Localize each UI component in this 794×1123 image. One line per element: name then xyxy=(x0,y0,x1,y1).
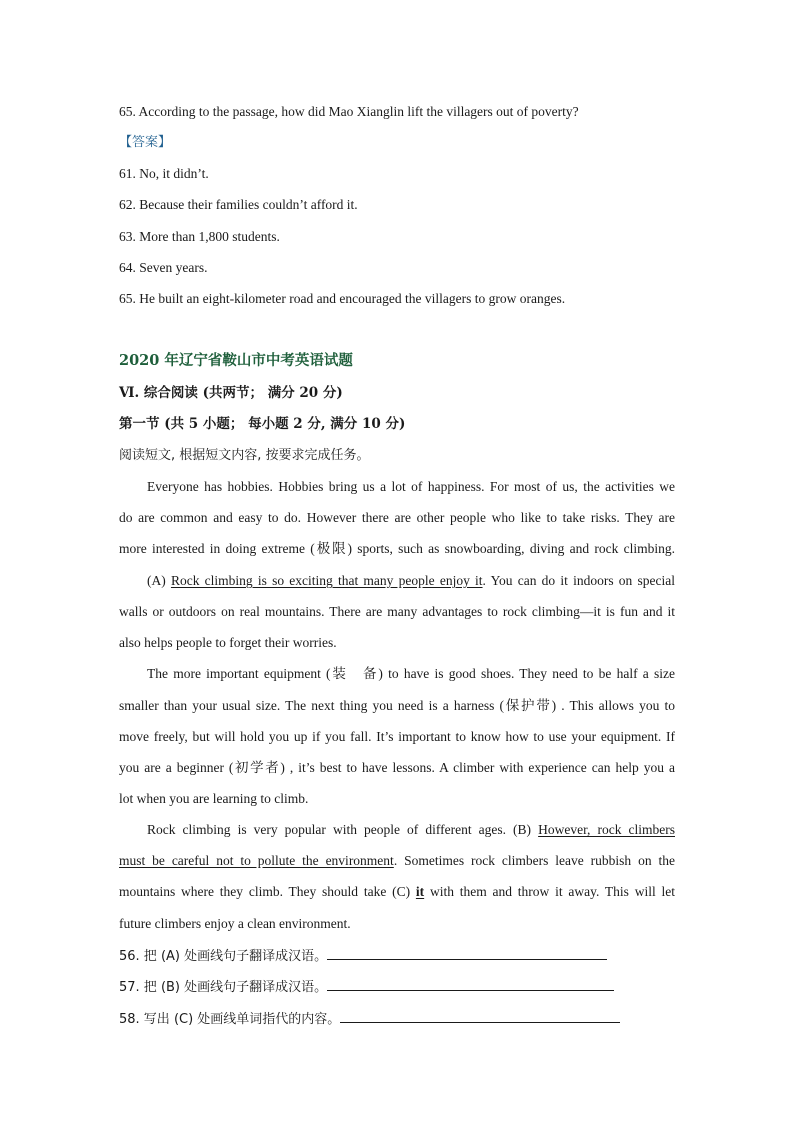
passage-p3-line5: lot when you are learning to climb. xyxy=(119,791,309,806)
underlined-sentence-b-part1: However, rock climbers xyxy=(538,822,675,837)
passage-p2-line1 xyxy=(147,573,675,589)
answer-blank-56[interactable] xyxy=(327,947,607,960)
passage-p3-line2: smaller than your usual size. The next thing you need is a harness (保护带) . This allows you to xyxy=(119,698,675,713)
passage-p1-line1: Everyone has hobbies. Hobbies bring us a lot of happiness. For most of us, the activities we xyxy=(147,479,675,494)
answer-label: 【答案】 xyxy=(119,135,172,150)
passage-p2-line3: also helps people to forget their worries. xyxy=(119,635,337,650)
passage-p2-line2: walls or outdoors on real mountains. There are many advantages to rock climbing—it is fun and it xyxy=(119,604,675,619)
passage-p2-rest: . You can do it indoors on special xyxy=(482,573,675,588)
marker-a: (A) xyxy=(147,573,171,588)
passage-p4-line4: future climbers enjoy a clean environment. xyxy=(119,916,351,931)
answer-63: 63. More than 1,800 students. xyxy=(119,229,280,244)
passage-p3-line3: move freely, but will hold you up if you fall. It’s important to know how to use your equipment. If xyxy=(119,729,675,744)
underlined-sentence-a: Rock climbing is so exciting that many people enjoy it xyxy=(170,573,483,588)
answer-61: 61. No, it didn’t. xyxy=(119,166,209,181)
answer-blank-57[interactable] xyxy=(327,978,614,991)
answer-65: 65. He built an eight-kilometer road and encouraged the villagers to grow oranges. xyxy=(119,291,566,306)
underlined-word-c: it xyxy=(415,884,425,899)
task-56-text: 56. 把 (A) 处画线句子翻译成汉语。 xyxy=(119,949,328,964)
instruction: 阅读短文, 根据短文内容, 按要求完成任务。 xyxy=(119,448,370,463)
passage-p4-line3-start: mountains where they climb. They should take (C) xyxy=(119,884,416,899)
passage-p1-line2: do are common and easy to do. However there are other people who like to take risks. They are xyxy=(119,510,675,525)
passage-p4-start: Rock climbing is very popular with people of different ages. (B) xyxy=(147,822,539,837)
passage-p3-line1: The more important equipment (装 备) to have is good shoes. They need to be half a size xyxy=(147,666,675,681)
answer-64: 64. Seven years. xyxy=(119,260,208,275)
subsection-heading: 第一节 (共 5 小题； 每小题 2 分, 满分 10 分) xyxy=(119,416,406,432)
passage-p4-line2 xyxy=(119,853,675,869)
task-56 xyxy=(119,947,675,965)
section-heading: Ⅵ. 综合阅读 (共两节； 满分 20 分) xyxy=(119,385,343,401)
task-58-text: 58. 写出 (C) 处画线单词指代的内容。 xyxy=(119,1012,341,1027)
exam-title: 2020 年辽宁省鞍山市中考英语试题 xyxy=(119,352,353,369)
task-57-text: 57. 把 (B) 处画线句子翻译成汉语。 xyxy=(119,980,328,995)
prev-question-65: 65. According to the passage, how did Mao Xianglin lift the villagers out of poverty? xyxy=(119,104,579,119)
passage-p3-line4: you are a beginner (初学者) , it’s best to have lessons. A climber with experience can help you a xyxy=(119,760,675,775)
answer-blank-58[interactable] xyxy=(340,1010,620,1023)
task-57 xyxy=(119,978,675,996)
passage-p4-line3-end: with them and throw it away. This will let xyxy=(424,884,675,899)
underlined-sentence-b-part2: must be careful not to pollute the environment xyxy=(119,853,394,868)
passage-p4-line1 xyxy=(147,822,675,838)
passage-p4-line3 xyxy=(119,884,675,900)
passage-p1-line3: more interested in doing extreme (极限) sports, such as snowboarding, diving and rock climbing. xyxy=(119,541,675,556)
task-58 xyxy=(119,1010,675,1028)
answer-62: 62. Because their families couldn’t afford it. xyxy=(119,197,358,212)
passage-p4-rest: . Sometimes rock climbers leave rubbish on the xyxy=(393,853,675,868)
